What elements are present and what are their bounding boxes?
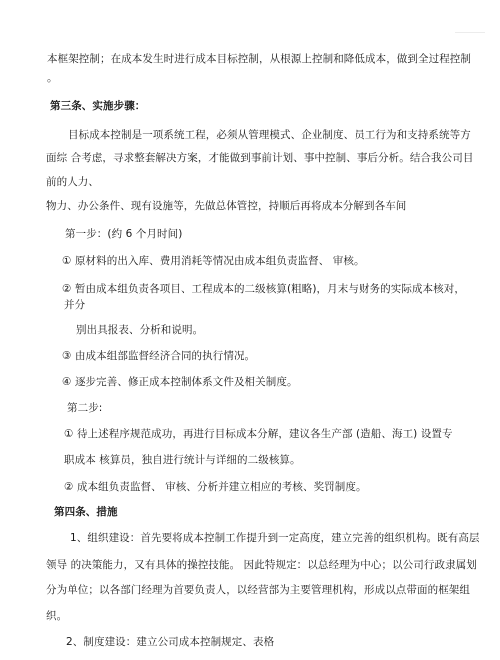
list-item: ① 待上述程序规范成功，再进行目标成本分解，建议各生产部 (造船、海工) 设置专 (64, 428, 453, 440)
paragraph-line: 前的人力、 (46, 176, 99, 188)
list-item-continuation: 别出具报表、分析和说明。 (76, 324, 204, 336)
list-item: ② 暂由成本组负责各项目、工程成本的二级核算(粗略)，月末与财务的实际成本核对， (62, 283, 465, 295)
paragraph-line: 织。 (46, 610, 68, 622)
paragraph-line: 领导 的决策能力，又有具体的操控技能。 因此特规定：以总经理为中心；以公司行政隶属划 (46, 559, 477, 571)
list-item-continuation: 职成本 核算员，独自进行统计与详细的二级核算。 (64, 454, 301, 466)
page-corner-mark (455, 32, 485, 35)
paragraph-line: 本框架控制；在成本发生时进行成本目标控制，从根源上控制和降低成本，做到全过程控制 (47, 53, 471, 65)
list-item-continuation: 并分 (64, 299, 86, 311)
section-heading: 第四条、措施 (54, 506, 118, 518)
paragraph-line: 目标成本控制是一项系统工程，必须从管理模式、企业制度、员工行为和支持系统等方 (68, 129, 471, 141)
list-item: ① 原材料的出入库、费用消耗等情况由成本组负责监督、 审核。 (62, 255, 365, 267)
paragraph-line: 2、制度建设：建立公司成本控制规定、表格 (66, 636, 275, 648)
list-item: ③ 由成本组部监督经济合同的执行情况。 (62, 350, 256, 362)
paragraph-line: 分为单位；以各部门经理为首要负责人，以经营部为主要管理机构，形成以点带面的框架组 (46, 584, 470, 596)
paragraph-line: 物力、办公条件、现有设施等，先做总体管控，持顺后再将成本分解到各车间 (46, 200, 407, 212)
paragraph-line: 1、组织建设：首先要将成本控制工作提升到一定高度，建立完善的组织机构。既有高层 (70, 532, 480, 544)
list-item: ④ 逐步完善、修正成本控制体系文件及相关制度。 (62, 376, 298, 388)
paragraph-line: 面综 合考虑，寻求整套解决方案，才能做到事前计划、事中控制、事后分析。结合我公司目 (46, 152, 474, 164)
paragraph-line: 。 (47, 72, 58, 84)
step-heading: 第二步: (67, 402, 103, 414)
list-item: ② 成本组负责监督、 审核、分析并建立相应的考核、奖罚制度。 (64, 481, 367, 493)
step-heading: 第一步：(约 6 个月时间) (65, 228, 183, 240)
section-heading: 第三条、实施步骤： (50, 100, 146, 112)
